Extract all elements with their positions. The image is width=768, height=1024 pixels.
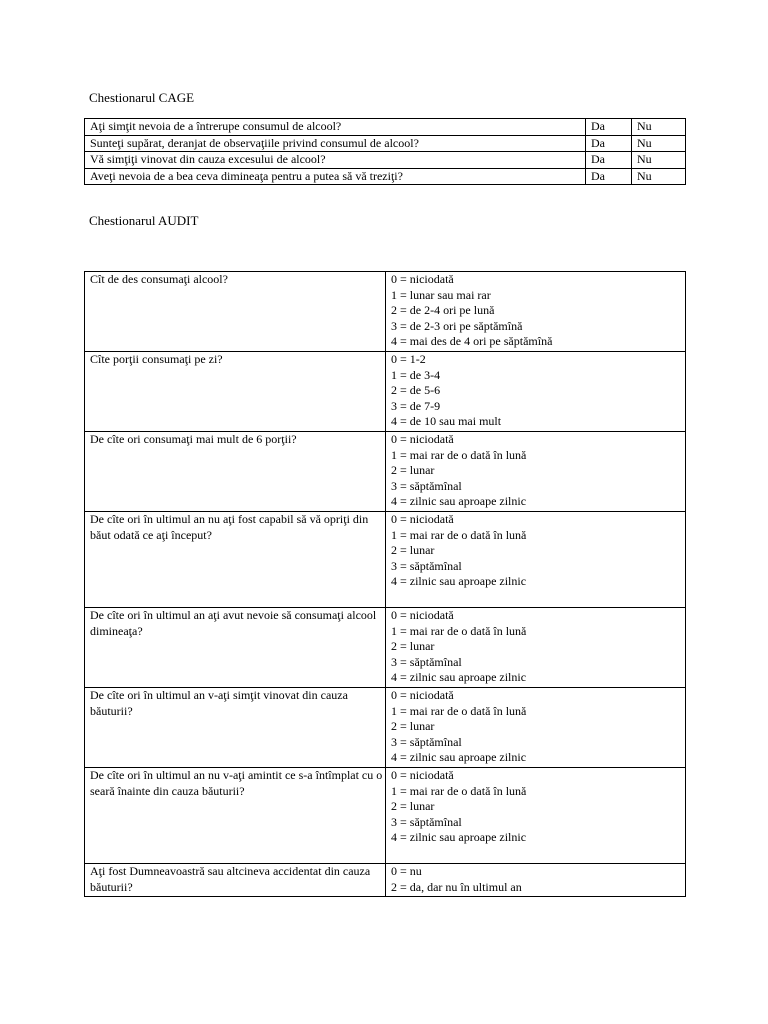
audit-question: Cîte porţii consumaţi pe zi?	[85, 352, 386, 432]
audit-answers	[386, 352, 686, 432]
cage-yes: Da	[586, 152, 632, 169]
table-row	[85, 272, 686, 352]
cage-table	[84, 118, 686, 185]
answer-option: 2 = de 2-4 ori pe lună	[391, 303, 495, 317]
audit-answers	[386, 608, 686, 688]
audit-heading: Chestionarul AUDIT	[89, 213, 199, 228]
cage-heading: Chestionarul CAGE	[89, 90, 195, 105]
answer-option: 4 = zilnic sau aproape zilnic	[391, 494, 527, 508]
cage-question: Vă simţiţi vinovat din cauza excesului de alcool?	[85, 152, 586, 169]
answer-option: 1 = mai rar de o dată în lună	[391, 703, 527, 718]
answer-option: 2 = lunar	[391, 719, 435, 733]
audit-question: De cîte ori în ultimul an nu v-aţi amintit ce s-a întîmplat cu o seară înainte din cauza băuturii?	[85, 768, 386, 864]
audit-answers	[386, 864, 686, 897]
answer-option: 4 = de 10 sau mai mult	[391, 414, 502, 428]
answer-option: 3 = săptămînal	[391, 558, 462, 573]
answer-option: 0 = niciodată	[391, 272, 454, 286]
answer-option: 3 = săptămînal	[391, 734, 462, 749]
table-row	[85, 512, 686, 608]
audit-question: Aţi fost Dumneavoastră sau altcineva accidentat din cauza băuturii?	[85, 864, 386, 897]
audit-question: Cît de des consumaţi alcool?	[85, 272, 386, 352]
table-row	[85, 768, 686, 864]
answer-option: 2 = lunar	[391, 543, 435, 557]
answer-option: 2 = lunar	[391, 463, 435, 477]
audit-answers	[386, 768, 686, 864]
answer-option: 1 = mai rar de o dată în lună	[391, 623, 527, 638]
cage-yes: Da	[586, 135, 632, 152]
audit-question: De cîte ori în ultimul an nu aţi fost capabil să vă opriţi din băut odată ce aţi început?	[85, 512, 386, 608]
audit-answers	[386, 688, 686, 768]
answer-option: 1 = mai rar de o dată în lună	[391, 447, 527, 462]
answer-option: 4 = zilnic sau aproape zilnic	[391, 830, 527, 844]
answer-option: 0 = niciodată	[391, 608, 454, 622]
audit-answers	[386, 272, 686, 352]
audit-answers	[386, 512, 686, 608]
cage-no: Nu	[632, 119, 686, 136]
table-row	[85, 152, 686, 169]
cage-question: Aţi simţit nevoia de a întrerupe consumul de alcool?	[85, 119, 586, 136]
answer-option: 2 = da, dar nu în ultimul an	[391, 879, 522, 894]
table-row	[85, 135, 686, 152]
answer-option: 1 = lunar sau mai rar	[391, 287, 491, 302]
answer-option: 3 = de 2-3 ori pe săptămînă	[391, 318, 523, 333]
answer-option: 1 = mai rar de o dată în lună	[391, 783, 527, 798]
answer-option: 0 = niciodată	[391, 512, 454, 526]
audit-question: De cîte ori în ultimul an v-aţi simţit vinovat din cauza băuturii?	[85, 688, 386, 768]
cage-yes: Da	[586, 168, 632, 185]
cage-no: Nu	[632, 135, 686, 152]
table-row	[85, 432, 686, 512]
table-row	[85, 352, 686, 432]
audit-table	[84, 271, 686, 897]
answer-option: 0 = nu	[391, 864, 422, 878]
table-row	[85, 688, 686, 768]
answer-option: 3 = săptămînal	[391, 654, 462, 669]
answer-option: 2 = de 5-6	[391, 383, 441, 397]
cage-question: Aveţi nevoia de a bea ceva dimineaţa pentru a putea să vă treziţi?	[85, 168, 586, 185]
table-row	[85, 608, 686, 688]
answer-option: 0 = niciodată	[391, 432, 454, 446]
answer-option: 2 = lunar	[391, 639, 435, 653]
answer-option: 3 = săptămînal	[391, 814, 462, 829]
answer-option: 1 = mai rar de o dată în lună	[391, 527, 527, 542]
answer-option: 4 = mai des de 4 ori pe săptămînă	[391, 334, 553, 348]
answer-option: 3 = de 7-9	[391, 398, 441, 413]
answer-option: 4 = zilnic sau aproape zilnic	[391, 750, 527, 764]
audit-answers	[386, 432, 686, 512]
answer-option: 1 = de 3-4	[391, 367, 441, 382]
table-row	[85, 119, 686, 136]
answer-option: 0 = niciodată	[391, 768, 454, 782]
table-row	[85, 864, 686, 897]
cage-yes: Da	[586, 119, 632, 136]
audit-question: De cîte ori consumaţi mai mult de 6 porţii?	[85, 432, 386, 512]
answer-option: 0 = 1-2	[391, 352, 426, 366]
answer-option: 2 = lunar	[391, 799, 435, 813]
cage-question: Sunteţi supărat, deranjat de observaţiile privind consumul de alcool?	[85, 135, 586, 152]
answer-option: 4 = zilnic sau aproape zilnic	[391, 670, 527, 684]
cage-no: Nu	[632, 168, 686, 185]
answer-option: 4 = zilnic sau aproape zilnic	[391, 574, 527, 588]
answer-option: 0 = niciodată	[391, 688, 454, 702]
table-row	[85, 168, 686, 185]
audit-question: De cîte ori în ultimul an aţi avut nevoie să consumaţi alcool dimineaţa?	[85, 608, 386, 688]
answer-option: 3 = săptămînal	[391, 478, 462, 493]
cage-no: Nu	[632, 152, 686, 169]
